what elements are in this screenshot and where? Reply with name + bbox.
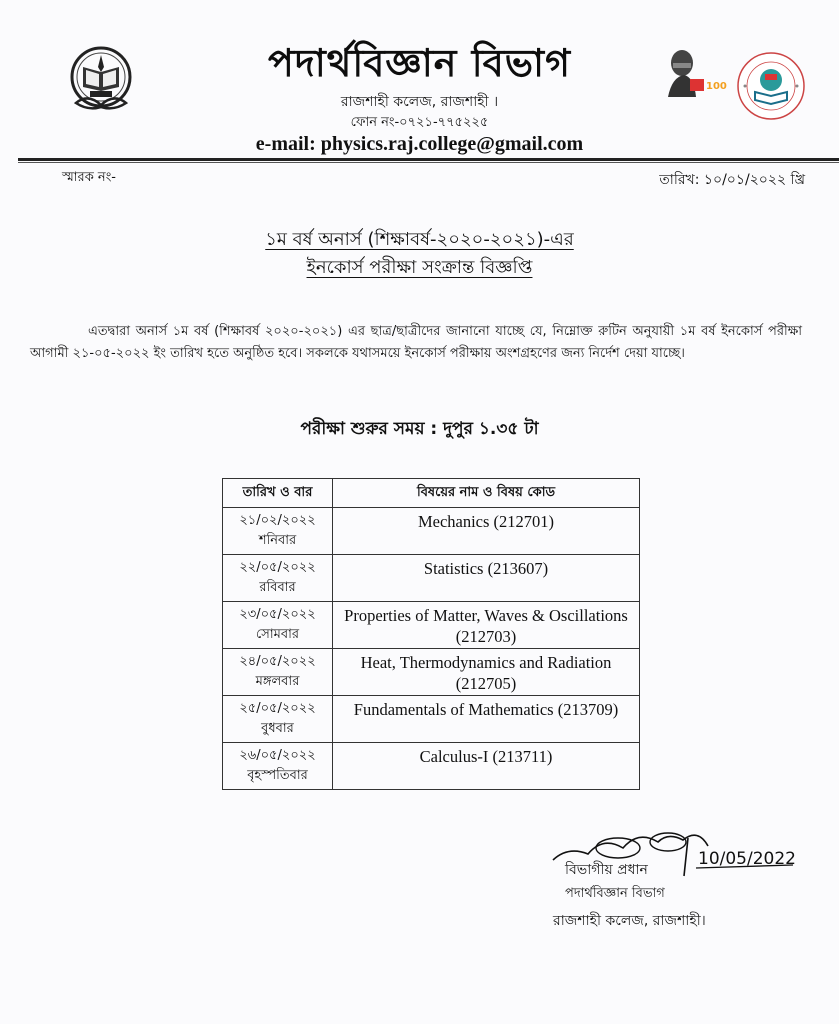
mujib-borsho-logo bbox=[660, 45, 727, 101]
subject-cell: Fundamentals of Mathematics (213709) bbox=[333, 696, 640, 743]
date-cell bbox=[223, 743, 333, 790]
notice-body: এতদ্বারা অনার্স ১ম বর্ষ (শিক্ষাবর্ষ ২০২০-২০২১) এর ছাত্র/ছাত্রীদের জানানো যাচ্ছে যে, নিম্নোক্ত রুটিন অনুযায়ী ১ম বর্ষ ইনকোর্স পরীক্ষা আগামী ২১-০৫-২০২২ ইং তারিখ হতে অনুষ্ঠিত হবে। সকলকে যথাসময়ে ইনকোর্স পরীক্ষায় অংশগ্রহণের জন্য নির্দেশ দেয়া যাচ্ছে। bbox=[30, 324, 802, 361]
email-address: e-mail: physics.raj.college@gmail.com bbox=[255, 133, 584, 155]
exam-day: বৃহস্পতিবার bbox=[247, 768, 308, 783]
exam-date: ২৩/০৫/২০২২ bbox=[239, 607, 316, 622]
date-cell bbox=[223, 696, 333, 743]
college-address: রাজশাহী কলেজ, রাজশাহী । bbox=[340, 94, 499, 110]
header-date-day: তারিখ ও বার bbox=[223, 479, 333, 508]
table-row bbox=[223, 649, 640, 696]
subject-cell: Statistics (213607) bbox=[333, 555, 640, 602]
shikkha-logo bbox=[735, 50, 807, 122]
subject-cell: Properties of Matter, Waves & Oscillations (212703) bbox=[333, 602, 640, 649]
exam-day: সোমবার bbox=[255, 627, 299, 642]
header-subject: বিষয়ের নাম ও বিষয় কোড bbox=[333, 479, 640, 508]
date-cell bbox=[223, 602, 333, 649]
phone-number: ফোন নং-০৭২১-৭৭৫২২৫ bbox=[350, 115, 489, 130]
notice-heading-line2: ইনকোর্স পরীক্ষা সংক্রান্ত বিজ্ঞপ্তি bbox=[306, 257, 533, 278]
table-row bbox=[223, 508, 640, 555]
svg-text:100: 100 bbox=[706, 81, 727, 92]
exam-day: রবিবার bbox=[259, 580, 296, 595]
exam-date: ২৫/০৫/২০২২ bbox=[239, 701, 316, 716]
exam-date: ২৪/০৫/২০২২ bbox=[239, 654, 316, 669]
exam-day: মঙ্গলবার bbox=[255, 674, 300, 689]
subject-cell: Calculus-I (213711) bbox=[333, 743, 640, 790]
exam-day: শনিবার bbox=[258, 533, 297, 548]
exam-date: ২৬/০৫/২০২২ bbox=[239, 748, 316, 763]
table-row bbox=[223, 696, 640, 743]
memo-number-label: স্মারক নং- bbox=[62, 170, 116, 185]
signatory-department: পদার্থবিজ্ঞান বিভাগ bbox=[565, 886, 665, 901]
subject-cell: Heat, Thermodynamics and Radiation (212705) bbox=[333, 649, 640, 696]
date-cell bbox=[223, 649, 333, 696]
exam-start-time: পরীক্ষা শুরুর সময় : দুপুর ১.৩৫ টা bbox=[300, 419, 539, 439]
header-rule-thin bbox=[18, 162, 839, 163]
table-header-row bbox=[223, 479, 640, 508]
header-rule bbox=[18, 158, 839, 161]
signatory-title: বিভাগীয় প্রধান bbox=[565, 862, 648, 878]
signature-date: 10/05/2022 bbox=[698, 849, 796, 869]
table-row bbox=[223, 743, 640, 790]
exam-date: ২২/০৫/২০২২ bbox=[239, 560, 316, 575]
table-row bbox=[223, 555, 640, 602]
notice-date: তারিখ: ১০/০১/২০২২ খ্রি bbox=[659, 172, 805, 188]
date-cell bbox=[223, 508, 333, 555]
exam-date: ২১/০২/২০২২ bbox=[239, 513, 316, 528]
table-row bbox=[223, 602, 640, 649]
exam-day: বুধবার bbox=[261, 721, 294, 736]
subject-cell: Mechanics (212701) bbox=[333, 508, 640, 555]
date-cell bbox=[223, 555, 333, 602]
department-title: পদার্থবিজ্ঞান বিভাগ bbox=[268, 41, 571, 85]
exam-routine-table bbox=[222, 478, 640, 790]
notice-heading bbox=[0, 226, 839, 282]
notice-heading-line1: ১ম বর্ষ অনার্স (শিক্ষাবর্ষ-২০২০-২০২১)-এর bbox=[265, 229, 574, 250]
signatory-college: রাজশাহী কলেজ, রাজশাহী। bbox=[553, 913, 706, 929]
